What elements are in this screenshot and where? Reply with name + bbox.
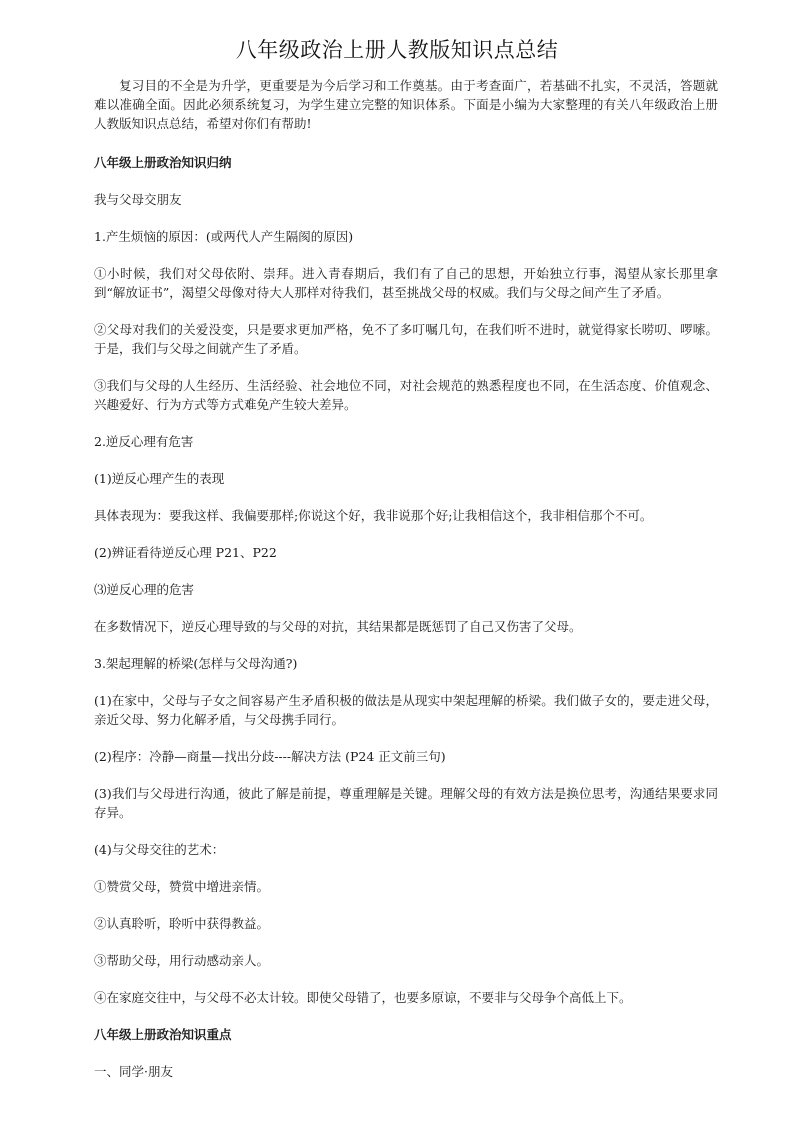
rebellion-subpoint-2: (2)辨证看待逆反心理 P21、P22 xyxy=(94,545,277,560)
art-item-1: ①赞赏父母，赞赏中增进亲情。 xyxy=(94,879,270,894)
cause-paragraph-3: ③我们与父母的人生经历、生活经验、社会地位不同，对社会规范的熟悉程度也不同，在生活态度、价值观念、兴趣爱好、行为方式等方式难免产生较大差异。 xyxy=(94,378,718,412)
rebellion-harm: 在多数情况下，逆反心理导致的与父母的对抗，其结果都是既惩罚了自己又伤害了父母。 xyxy=(94,619,582,634)
point-1-causes: 1.产生烦恼的原因：(或两代人产生隔阂的原因) xyxy=(94,229,354,244)
bridge-subpoint-2: (2)程序：冷静—商量—找出分歧----解决方法 (P24 正文前三句) xyxy=(94,749,446,764)
point-2-rebellion: 2.逆反心理有危害 xyxy=(94,434,194,449)
rebellion-subpoint-3: ⑶逆反心理的危害 xyxy=(94,582,195,597)
bridge-subpoint-1: (1)在家中，父母与子女之间容易产生矛盾积极的做法是从现实中架起理解的桥梁。我们做子女的，要走进父母，亲近父母、努力化解矛盾，与父母携手同行。 xyxy=(94,693,718,727)
section-heading-knowledge-summary: 八年级上册政治知识归纳 xyxy=(94,155,232,170)
point-3-bridge: 3.架起理解的桥梁(怎样与父母沟通?) xyxy=(94,656,298,671)
intro-paragraph: 复习目的不全是为升学，更重要是为今后学习和工作奠基。由于考查面广，若基础不扎实，不灵活，答题就难以准确全面。因此必须系统复习，为学生建立完整的知识体系。下面是小编为大家整理的有关八年级政治上册人教版知识点总结，希望对你们有帮助! xyxy=(94,78,718,131)
section-heading-key-points: 八年级上册政治知识重点 xyxy=(94,1027,232,1042)
cause-paragraph-2: ②父母对我们的关爱没变，只是要求更加严格，免不了多叮嘱几句，在我们听不进时，就觉得家长唠叨、啰嗦。于是，我们与父母之间就产生了矛盾。 xyxy=(94,322,718,356)
art-item-3: ③帮助父母，用行动感动亲人。 xyxy=(94,953,270,968)
section-item-classmates-friends: 一、同学·朋友 xyxy=(94,1064,173,1079)
art-item-2: ②认真聆听，聆听中获得教益。 xyxy=(94,916,270,931)
art-item-4: ④在家庭交往中，与父母不必太计较。即使父母错了，也要多原谅，不要非与父母争个高低上下。 xyxy=(94,990,632,1005)
bridge-subpoint-4: (4)与父母交往的艺术： xyxy=(94,842,225,857)
cause-paragraph-1: ①小时候，我们对父母依附、崇拜。进入青春期后，我们有了自己的思想，开始独立行事，渴望从家长那里拿到“解放证书”，渴望父母像对待大人那样对待我们，甚至挑战父母的权威。我们与父母之间产生了矛盾。 xyxy=(94,266,718,300)
document-title: 八年级政治上册人教版知识点总结 xyxy=(235,38,559,62)
rebellion-subpoint-1: (1)逆反心理产生的表现 xyxy=(94,471,225,486)
document-body xyxy=(94,76,718,1099)
subheading-parents-friends: 我与父母交朋友 xyxy=(94,192,182,207)
bridge-subpoint-3: (3)我们与父母进行沟通，彼此了解是前提，尊重理解是关键。理解父母的有效方法是换位思考，沟通结果要求同存异。 xyxy=(94,786,718,820)
rebellion-expression: 具体表现为：要我这样、我偏要那样;你说这个好，我非说那个好;让我相信这个，我非相信那个不可。 xyxy=(94,508,653,523)
